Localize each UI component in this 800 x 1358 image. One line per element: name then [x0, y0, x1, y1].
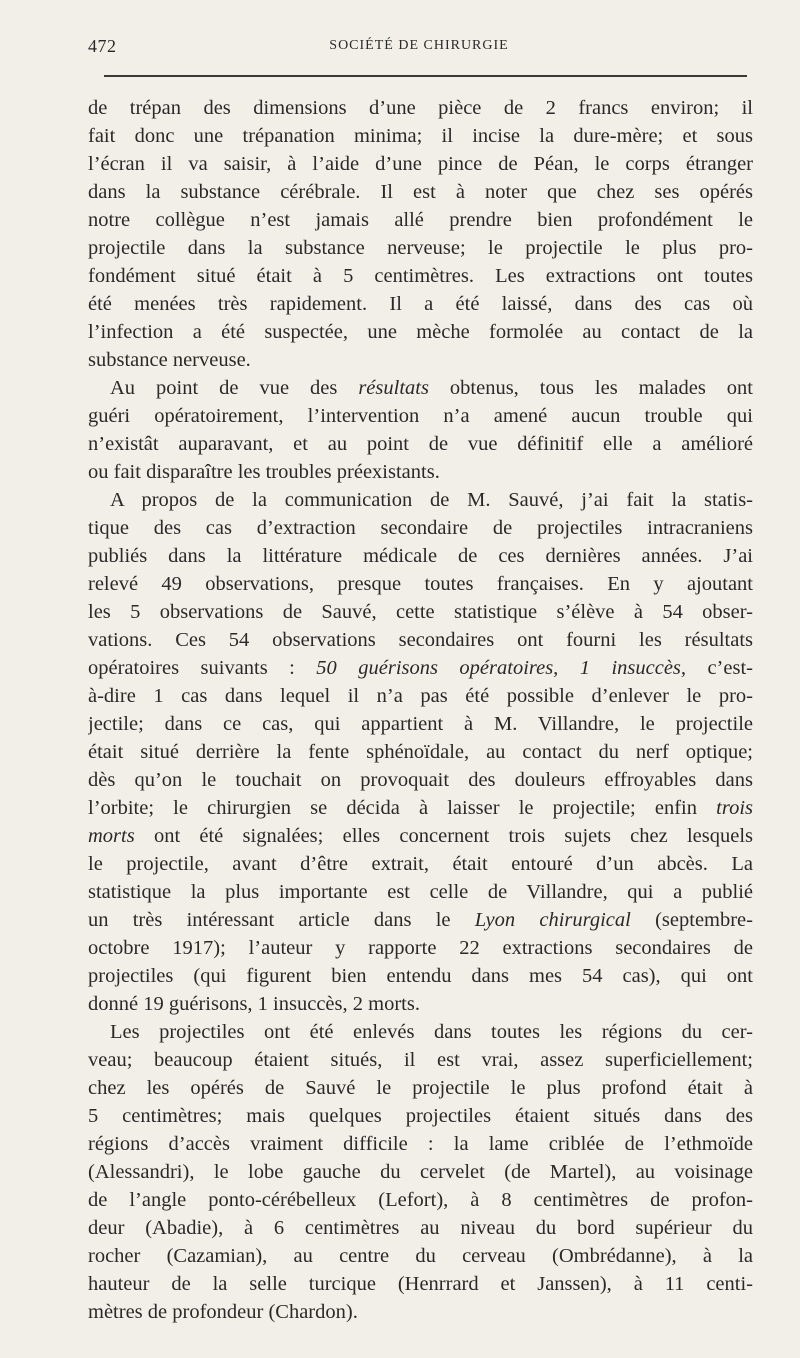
running-header [88, 36, 750, 60]
text-line [88, 458, 753, 486]
text-segment: l’orbite; le chirurgien se décida à laisser le projectile; enfin [88, 797, 717, 819]
text-line [88, 654, 753, 682]
text-segment: n’existât auparavant, et au point de vue définitif elle a amélioré [88, 433, 753, 455]
text-segment: opératoires suivants : [88, 657, 317, 679]
text-segment: veau; beaucoup étaient situés, il est vrai, assez superficiellement; [88, 1049, 753, 1071]
text-line [88, 1018, 753, 1046]
text-line [88, 290, 753, 318]
text-segment: le projectile, avant d’être extrait, était entouré d’un abcès. La [88, 853, 753, 875]
text-line [88, 570, 753, 598]
text-line [88, 542, 753, 570]
text-line [88, 1242, 753, 1270]
text-segment: mètres de profondeur (Chardon). [88, 1301, 358, 1323]
italic-text: résultats [358, 377, 429, 399]
text-line [88, 1270, 753, 1298]
text-line [88, 1102, 753, 1130]
text-segment: ont été signalées; elles concernent trois sujets chez lesquels [134, 825, 753, 847]
text-line [88, 1158, 753, 1186]
text-segment: A propos de la communication de M. Sauvé, j’ai fait la statis- [110, 489, 753, 511]
italic-text: 50 guérisons opératoires, 1 insuccès, [316, 657, 687, 679]
text-segment: dans la substance cérébrale. Il est à noter que chez ses opérés [88, 181, 753, 203]
text-segment: fondément situé était à 5 centimètres. Les extractions ont toutes [88, 265, 753, 287]
text-line [88, 878, 753, 906]
text-segment: donné 19 guérisons, 1 insuccès, 2 morts. [88, 993, 420, 1015]
text-line [88, 514, 753, 542]
text-segment: substance nerveuse. [88, 349, 251, 371]
text-segment: chez les opérés de Sauvé le projectile le plus profond était à [88, 1077, 753, 1099]
text-segment: projectiles (qui figurent bien entendu dans mes 54 cas), qui ont [88, 965, 753, 987]
text-segment: vations. Ces 54 observations secondaires ont fourni les résultats [88, 629, 753, 651]
text-line [88, 1130, 753, 1158]
text-line [88, 962, 753, 990]
body-text [88, 94, 753, 1326]
text-line [88, 150, 753, 178]
italic-text: trois [716, 797, 753, 819]
text-line [88, 1298, 753, 1326]
text-line [88, 1214, 753, 1242]
text-line [88, 346, 753, 374]
text-line [88, 822, 753, 850]
header-rule [104, 75, 747, 77]
text-line [88, 598, 753, 626]
text-line [88, 402, 753, 430]
text-segment: projectile dans la substance nerveuse; le projectile le plus pro- [88, 237, 753, 259]
text-segment: 5 centimètres; mais quelques projectiles étaient situés dans des [88, 1105, 753, 1127]
text-line [88, 766, 753, 794]
text-line [88, 1074, 753, 1102]
text-segment: fait donc une trépanation minima; il incise la dure-mère; et sous [88, 125, 753, 147]
text-segment: était situé derrière la fente sphénoïdale, au contact du nerf optique; [88, 741, 753, 763]
text-line [88, 206, 753, 234]
header-title: SOCIÉTÉ DE CHIRURGIE [329, 38, 509, 53]
text-segment: c’est- [686, 657, 753, 679]
text-line [88, 234, 753, 262]
text-segment: obtenus, tous les malades ont [428, 377, 753, 399]
text-line [88, 682, 753, 710]
text-segment: hauteur de la selle turcique (Henrrard et Janssen), à 11 centi- [88, 1273, 753, 1295]
text-line [88, 374, 753, 402]
text-line [88, 710, 753, 738]
text-line [88, 794, 753, 822]
text-segment: été menées très rapidement. Il a été laissé, dans des cas où [88, 293, 753, 315]
text-line [88, 94, 753, 122]
text-line [88, 178, 753, 206]
text-line [88, 318, 753, 346]
text-segment: régions d’accès vraiment difficile : la lame criblée de l’ethmoïde [88, 1133, 753, 1155]
text-segment: tique des cas d’extraction secondaire de projectiles intracraniens [88, 517, 753, 539]
text-segment: les 5 observations de Sauvé, cette statistique s’élève à 54 obser- [88, 601, 753, 623]
italic-text: Lyon chirurgical [474, 909, 631, 931]
text-segment: un très intéressant article dans le [88, 909, 475, 931]
text-line [88, 1046, 753, 1074]
text-line [88, 906, 753, 934]
text-line [88, 430, 753, 458]
text-segment: l’infection a été suspectée, une mèche formolée au contact de la [88, 321, 753, 343]
text-segment: publiés dans la littérature médicale de ces dernières années. J’ai [88, 545, 753, 567]
text-line [88, 990, 753, 1018]
text-line [88, 1186, 753, 1214]
text-segment: deur (Abadie), à 6 centimètres au niveau du bord supérieur du [88, 1217, 753, 1239]
text-line [88, 850, 753, 878]
text-segment: (Alessandri), le lobe gauche du cervelet (de Martel), au voisinage [88, 1161, 753, 1183]
text-segment: rocher (Cazamian), au centre du cerveau (Ombrédanne), à la [88, 1245, 753, 1267]
text-segment: octobre 1917); l’auteur y rapporte 22 extractions secondaires de [88, 937, 753, 959]
text-segment: Les projectiles ont été enlevés dans toutes les régions du cer- [110, 1021, 753, 1043]
text-segment: notre collègue n’est jamais allé prendre bien profondément le [88, 209, 753, 231]
text-segment: de trépan des dimensions d’une pièce de 2 francs environ; il [88, 97, 753, 119]
text-segment: de l’angle ponto-cérébelleux (Lefort), à 8 centimètres de profon- [88, 1189, 753, 1211]
text-line [88, 486, 753, 514]
text-segment: jectile; dans ce cas, qui appartient à M. Villandre, le projectile [88, 713, 753, 735]
text-line [88, 626, 753, 654]
text-segment: ou fait disparaître les troubles préexistants. [88, 461, 440, 483]
page-number: 472 [88, 36, 117, 56]
text-line [88, 262, 753, 290]
text-segment: (septembre- [630, 909, 753, 931]
text-line [88, 738, 753, 766]
text-line [88, 122, 753, 150]
text-segment: Au point de vue des [110, 377, 359, 399]
text-segment: statistique la plus importante est celle de Villandre, qui a publié [88, 881, 753, 903]
text-line [88, 934, 753, 962]
text-segment: l’écran il va saisir, à l’aide d’une pince de Péan, le corps étranger [88, 153, 753, 175]
text-segment: à-dire 1 cas dans lequel il n’a pas été possible d’enlever le pro- [88, 685, 753, 707]
text-segment: relevé 49 observations, presque toutes françaises. En y ajoutant [88, 573, 753, 595]
text-segment: dès qu’on le touchait on provoquait des douleurs effroyables dans [88, 769, 753, 791]
text-segment: guéri opératoirement, l’intervention n’a amené aucun trouble qui [88, 405, 753, 427]
italic-text: morts [88, 825, 135, 847]
